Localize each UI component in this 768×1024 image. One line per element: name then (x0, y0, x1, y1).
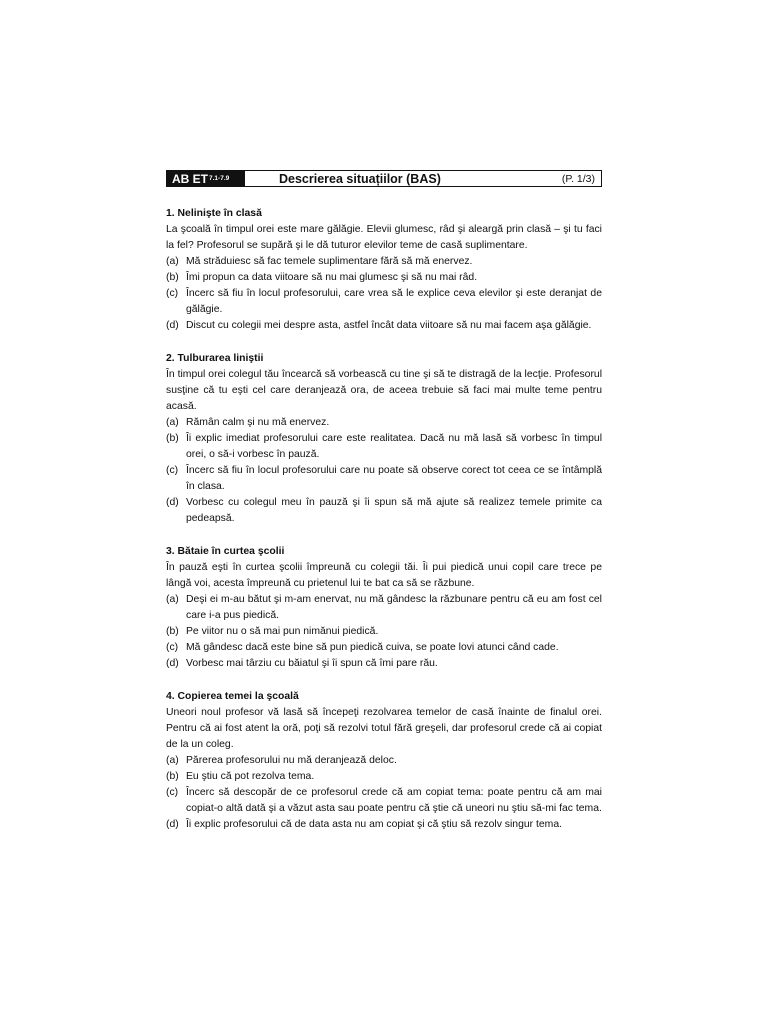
situation-section (166, 689, 602, 833)
option-key: (a) (166, 594, 179, 605)
option-key: (c) (166, 465, 179, 476)
section-title: 1. Nelinişte în clasă (166, 208, 262, 219)
answer-option (166, 624, 602, 640)
option-text: Mă gândesc dacă este bine să pun piedică cuiva, se poate lovi atunci când cade. (186, 642, 559, 653)
option-key: (c) (166, 787, 179, 798)
situation-section (166, 544, 602, 672)
section-title: 4. Copierea temei la şcoală (166, 691, 299, 702)
option-text: Deşi ei m-au bătut şi m-am enervat, nu mă gândesc la răzbunare pentru că eu am fost cel care i-a pus piedică. (186, 594, 602, 621)
option-key: (d) (166, 819, 179, 830)
option-key: (b) (166, 433, 179, 444)
worksheet-code-main: AB ET (172, 171, 208, 186)
situation-section (166, 351, 602, 527)
option-text: Încerc să fiu în locul profesorului care nu poate să observe corect tot ceea ce se întâmplă în clasa. (186, 465, 602, 492)
answer-option (166, 463, 602, 495)
answer-option (166, 592, 602, 624)
answer-options (166, 753, 602, 833)
option-key: (b) (166, 272, 179, 283)
option-text: Părerea profesorului nu mă deranjează deloc. (186, 755, 397, 766)
answer-option (166, 640, 602, 656)
answer-option (166, 769, 602, 785)
situation-section (166, 206, 602, 334)
option-key: (b) (166, 771, 179, 782)
option-text: Îi explic imediat profesorului care este realitatea. Dacă nu mă lasă să vorbesc în timpul orei, o să-i vorbesc în pauză. (186, 433, 602, 460)
answer-option (166, 286, 602, 318)
worksheet-code (167, 171, 245, 186)
answer-option (166, 415, 602, 431)
answer-option (166, 318, 602, 334)
answer-option (166, 817, 602, 833)
document-page (166, 170, 602, 833)
answer-option (166, 254, 602, 270)
worksheet-header (166, 170, 602, 187)
answer-options (166, 254, 602, 334)
section-title: 2. Tulburarea liniştii (166, 353, 264, 364)
section-description: Uneori noul profesor vă lasă să începeţi rezolvarea temelor de casă înainte de finalul orei. Pentru că ai fost atent la oră, poţi să rezolvi totul fără greşeli, dar profesorul crede că ai copiat de la un coleg. (166, 707, 602, 750)
option-text: Discut cu colegii mei despre asta, astfel încât data viitoare să nu mai facem aşa gălăgie. (186, 320, 592, 331)
answer-option (166, 495, 602, 527)
worksheet-code-sub: 7.1-7.9 (209, 175, 230, 182)
worksheet-title: Descrierea situațiilor (BAS) (279, 171, 441, 186)
answer-option (166, 785, 602, 817)
option-text: Vorbesc mai târziu cu băiatul şi îi spun că îmi pare rău. (186, 658, 438, 669)
answer-option (166, 431, 602, 463)
answer-option (166, 753, 602, 769)
option-key: (d) (166, 497, 179, 508)
sections-container (166, 206, 602, 833)
option-text: Încerc să fiu în locul profesorului, care vrea să le explice ceva elevilor şi este deranjat de gălăgie. (186, 288, 602, 315)
option-key: (d) (166, 658, 179, 669)
option-text: Pe viitor nu o să mai pun nimănui piedică. (186, 626, 379, 637)
option-key: (c) (166, 288, 179, 299)
section-title: 3. Bătaie în curtea şcolii (166, 546, 285, 557)
page-indicator: (P. 1/3) (561, 172, 595, 185)
answer-option (166, 270, 602, 286)
section-description: În timpul orei colegul tău încearcă să vorbească cu tine şi să te distragă de la lecţie. Profesorul susţine că tu eşti cel care deranjează ora, de aceea trebuie să faci mai multe teme pentru acasă. (166, 369, 602, 412)
option-key: (a) (166, 256, 179, 267)
option-text: Încerc să descopăr de ce profesorul crede că am copiat tema: poate pentru că am mai copiat-o altă dată şi a văzut asta sau poate pentru că ştie că uneori nu ştiu să-mi fac tema. (186, 787, 602, 814)
option-key: (a) (166, 417, 179, 428)
option-key: (d) (166, 320, 179, 331)
option-text: Îi explic profesorului că de data asta nu am copiat şi că ştiu să rezolv singur tema. (186, 819, 562, 830)
answer-option (166, 656, 602, 672)
option-key: (c) (166, 642, 179, 653)
section-description: La şcoală în timpul orei este mare gălăgie. Elevii glumesc, râd şi aleargă prin clasă – şi tu faci la fel? Profesorul se supără şi le dă tuturor elevilor teme de casă suplimentare. (166, 224, 602, 251)
option-key: (a) (166, 755, 179, 766)
option-text: Îmi propun ca data viitoare să nu mai glumesc şi să nu mai râd. (186, 272, 478, 283)
answer-options (166, 592, 602, 672)
option-text: Mă străduiesc să fac temele suplimentare fără să mă enervez. (186, 256, 473, 267)
answer-options (166, 415, 602, 527)
option-text: Eu ştiu că pot rezolva tema. (186, 771, 315, 782)
section-description: În pauză eşti în curtea şcolii împreună cu colegii tăi. Îi pui piedică unui copil care trece pe lângă voi, acesta împreună cu prietenul lui te bat ca să se răzbune. (166, 562, 602, 589)
option-text: Rămân calm şi nu mă enervez. (186, 417, 330, 428)
option-text: Vorbesc cu colegul meu în pauză şi îi spun să mă ajute să realizez temele primite ca pedeapsă. (186, 497, 602, 524)
option-key: (b) (166, 626, 179, 637)
